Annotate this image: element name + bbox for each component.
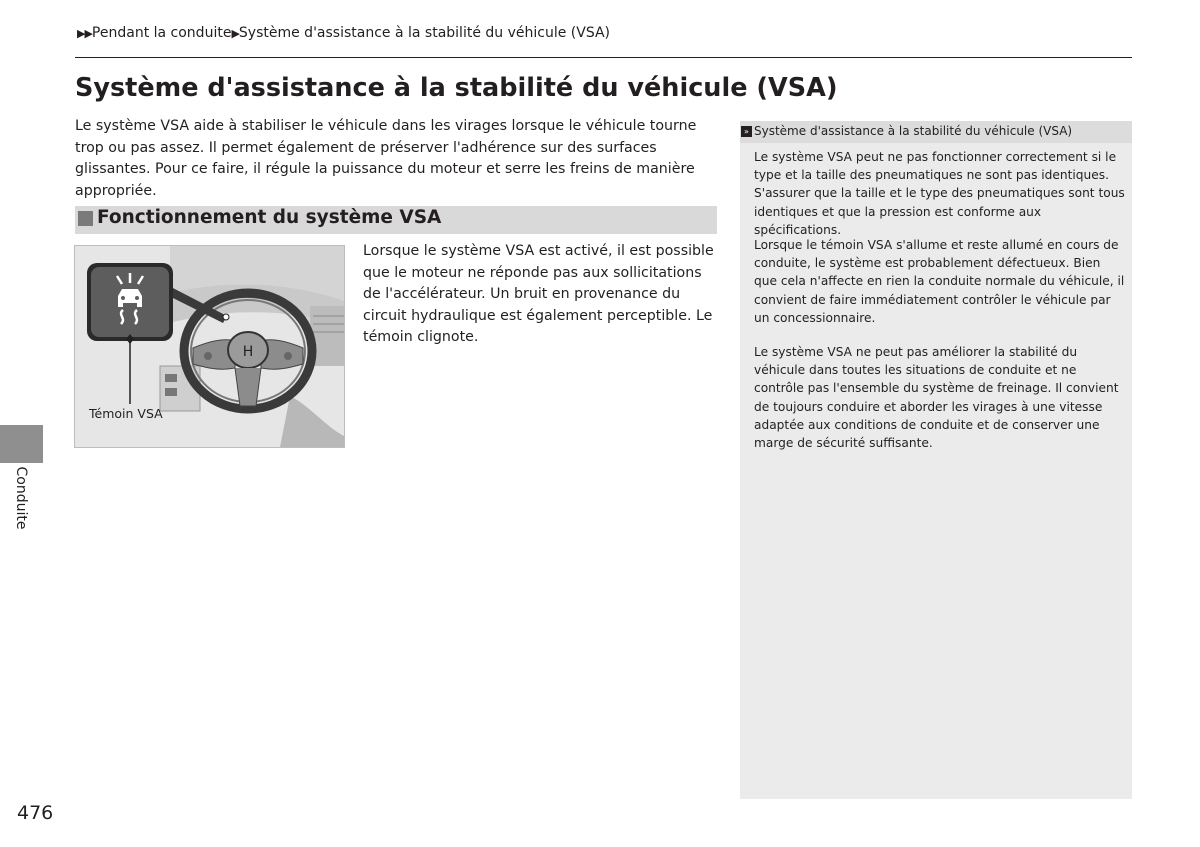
sidebar-header — [740, 121, 1132, 143]
section-body: Lorsque le système VSA est activé, il est possible que le moteur ne réponde pas aux sollicitations de l'accélérateur. Un bruit en provenance du circuit hydraulique est également perceptible. Le témoin clignote. — [363, 243, 714, 345]
section-heading-bar — [75, 206, 717, 234]
breadcrumb — [77, 25, 610, 41]
chapter-tab-label: Conduite — [13, 466, 29, 530]
sidebar-note: Le système VSA peut ne pas fonctionner correctement si le type et la taille des pneumatiques ne sont pas identiques. S'assurer que la taille et le type des pneumatiques sont tous identiques et que la pression est conforme aux spécifications. — [754, 150, 1125, 237]
sidebar-title: Système d'assistance à la stabilité du véhicule (VSA) — [754, 124, 1073, 138]
page-number: 476 — [17, 802, 54, 824]
vsa-indicator-icon — [100, 270, 160, 330]
sidebar-notes-panel — [740, 121, 1132, 799]
reference-arrow-icon: » — [741, 126, 752, 137]
breadcrumb-arrow-icon: ▶ — [231, 27, 239, 40]
svg-text:H: H — [242, 344, 254, 360]
callout-label: Témoin VSA — [89, 406, 163, 421]
breadcrumb-arrow-icon: ▶▶ — [77, 27, 92, 40]
breadcrumb-section[interactable]: Pendant la conduite — [91, 25, 232, 41]
sidebar-note: Lorsque le témoin VSA s'allume et reste allumé en cours de conduite, le système est probablement défectueux. Bien que cela n'affecte en rien la conduite normale du véhicule, il convient de faire immédiatement contrôler le véhicule par un concessionnaire. — [754, 238, 1125, 325]
breadcrumb-current: Système d'assistance à la stabilité du véhicule (VSA) — [238, 25, 611, 41]
sidebar-note: Le système VSA ne peut pas améliorer la stabilité du véhicule dans toutes les situations de conduite et ne contrôle pas l'ensemble du système de freinage. Il convient de toujours conduire et aborder les virages à une vitesse adaptée aux conditions de conduite et de conserver une marge de sécurité suffisante. — [754, 345, 1119, 451]
page-title: Système d'assistance à la stabilité du véhicule (VSA) — [75, 73, 838, 103]
chapter-tab[interactable] — [0, 425, 43, 463]
section-title: Fonctionnement du système VSA — [97, 207, 442, 228]
header-divider — [75, 57, 1132, 58]
section-marker-icon — [78, 211, 93, 226]
intro-paragraph: Le système VSA aide à stabiliser le véhicule dans les virages lorsque le véhicule tourne trop ou pas assez. Il permet également de préserver l'adhérence sur des surfaces glissantes. Pour ce faire, il régule la puissance du moteur et serre les freins de manière appropriée. — [75, 118, 697, 199]
dashboard-illustration — [74, 245, 345, 448]
